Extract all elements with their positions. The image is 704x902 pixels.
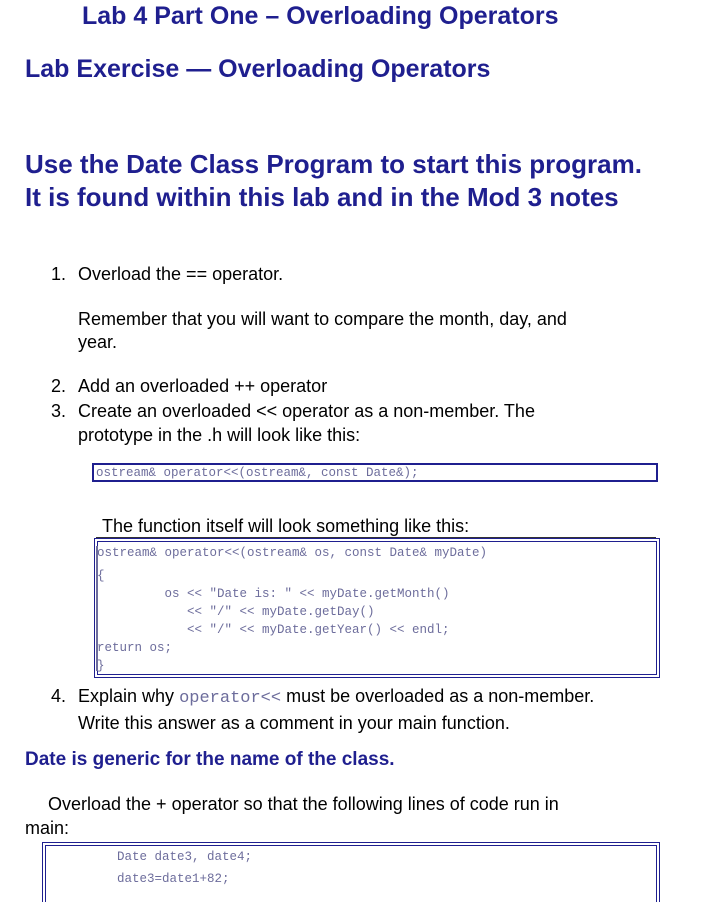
- item-2-text: Add an overloaded ++ operator: [78, 376, 328, 396]
- page-title: Lab 4 Part One – Overloading Operators: [82, 2, 559, 30]
- main-code-line: Date date3, date4;: [117, 850, 253, 864]
- overload-plus-line1: Overload the + operator so that the following lines of code run in: [48, 794, 559, 814]
- function-code-line: return os;: [97, 641, 173, 655]
- intro-heading: Use the Date Class Program to start this program. It is found within this lab and in the Mod 3 notes: [25, 149, 642, 212]
- function-code-line: ostream& operator<<(ostream& os, const Date& myDate): [97, 546, 488, 560]
- prototype-code: ostream& operator<<(ostream&, const Date&);: [96, 466, 419, 480]
- function-code-line: }: [97, 659, 105, 673]
- item-4-inline-code: operator<<: [179, 689, 282, 708]
- function-code-line: << "/" << myDate.getYear() << endl;: [97, 623, 450, 637]
- item-4-text-line2: Write this answer as a comment in your main function.: [78, 713, 510, 733]
- function-intro: The function itself will look something like this:: [102, 516, 470, 536]
- item-1-number: 1.: [51, 264, 67, 284]
- item-4-text-line1: [78, 684, 594, 711]
- function-code-line: {: [97, 569, 105, 583]
- item-1-note-line1: Remember that you will want to compare the month, day, and: [78, 309, 567, 329]
- item-4-text-after: must be overloaded as a non-member.: [286, 686, 595, 706]
- item-3-text-line2: prototype in the .h will look like this:: [78, 425, 361, 445]
- item-2-number: 2.: [51, 376, 67, 396]
- function-code-line: << "/" << myDate.getDay(): [97, 605, 375, 619]
- main-code-line: date3=date1+82;: [117, 872, 230, 886]
- prototype-code-box: [92, 463, 658, 482]
- item-4-number: 4.: [51, 686, 67, 706]
- item-1-text: Overload the == operator.: [78, 264, 284, 284]
- item-1-note-line2: year.: [78, 332, 118, 352]
- item-3-number: 3.: [51, 401, 67, 421]
- overload-plus-line2: main:: [25, 818, 70, 838]
- function-code-line: os << "Date is: " << myDate.getMonth(): [97, 587, 450, 601]
- item-3-text-line1: Create an overloaded << operator as a non-member. The: [78, 401, 535, 421]
- item-4-text-before: Explain why: [78, 686, 175, 706]
- generic-note: Date is generic for the name of the class.: [25, 749, 395, 770]
- lab-exercise-heading: Lab Exercise — Overloading Operators: [25, 55, 491, 83]
